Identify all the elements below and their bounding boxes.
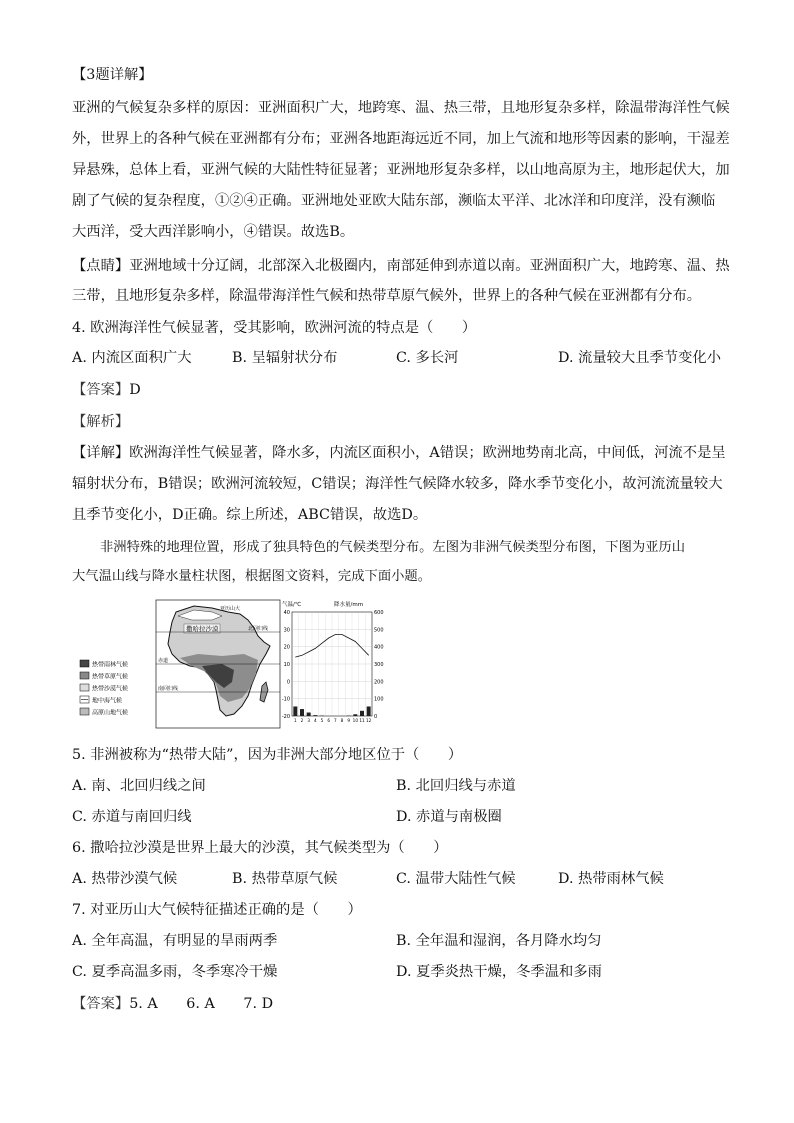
precip-bar: [307, 713, 311, 716]
q6-option-d: D. 热带雨林气候: [558, 871, 664, 887]
alexandria-climate-chart: [282, 600, 384, 723]
q7-option-b: B. 全年温和湿润，各月降水均匀: [396, 933, 602, 949]
answer-label: 【答案】: [72, 382, 130, 398]
precip-bar: [353, 714, 357, 716]
month-tick-label: 10: [352, 718, 359, 723]
sahara-label: 撒哈拉沙漠: [186, 625, 219, 633]
q4-option-c: C. 多长河: [396, 350, 459, 366]
q7-stem: 7. 对亚历山大气候特征描述正确的是（ ）: [72, 902, 362, 918]
temp-axis-label: 气温/℃: [282, 602, 302, 608]
temp-tick-label: 40: [283, 610, 290, 616]
sec3-line-4: 剧了气候的复杂程度，①②④正确。亚洲地处亚欧大陆东部，濒临太平洋、北冰洋和印度洋，没有濒临: [72, 193, 716, 209]
q6-option-c: C. 温带大陆性气候: [396, 871, 516, 887]
legend-swatch-highland: [80, 708, 89, 715]
q5-option-a: A. 南、北回归线之间: [72, 778, 206, 794]
q5-option-c: C. 赤道与南回归线: [72, 809, 192, 825]
q4-answer: [72, 380, 141, 400]
africa-climate-figure: [72, 598, 382, 730]
legend-swatch-rainforest: [80, 660, 89, 667]
q4-option-a: A. 内流区面积广大: [72, 350, 192, 366]
q4-detail-line-1: 【详解】欧洲海洋性气候显著，降水多，内流区面积小，A错误；欧洲地势南北高，中间低，河流不是呈: [72, 445, 726, 461]
precip-axis-label: 降水量/mm: [334, 602, 364, 608]
answers-values: 5. A 6. A 7. D: [129, 996, 274, 1012]
temp-tick-label: 30: [283, 627, 290, 634]
q5-stem: 5. 非洲被称为“热带大陆”，因为非洲大部分地区位于（ ）: [72, 747, 463, 763]
q5-option-d: D. 赤道与南极圈: [396, 809, 502, 825]
q4-jiexi-label: 【解析】: [72, 414, 130, 430]
q4-detail-line-2: 辐射状分布，B错误；欧洲河流较短，C错误；海洋性气候降水较多，降水季节变化小，故河流流量较大: [72, 476, 723, 492]
legend-label-savanna: 热带草原气候: [92, 673, 129, 681]
precip-bar: [313, 715, 317, 716]
precip-bar: [360, 711, 364, 716]
month-tick-label: 5: [320, 718, 324, 723]
q4-stem: 4. 欧洲海洋性气候显著，受其影响，欧洲河流的特点是（ ）: [72, 320, 477, 336]
q4-detail-line-3: 且季节变化小，D正确。综上所述，ABC错误，故选D。: [72, 507, 428, 523]
q6-option-b: B. 热带草原气候: [232, 871, 338, 887]
q7-option-d: D. 夏季炎热干燥，冬季温和多雨: [396, 964, 602, 980]
tropic-n-label: 北回归线: [248, 626, 269, 632]
q6-option-a: A. 热带沙漠气候: [72, 871, 178, 887]
month-tick-label: 12: [365, 718, 372, 723]
month-tick-label: 4: [313, 718, 317, 723]
answers-label: 【答案】: [72, 996, 130, 1012]
precip-tick-label: 200: [374, 679, 384, 686]
q7-option-c: C. 夏季高温多雨，冬季寒冷干燥: [72, 964, 278, 980]
answer-value: D: [129, 382, 141, 398]
temp-tick-label: 0: [286, 679, 290, 686]
temp-tick-label: 10: [283, 662, 290, 668]
month-tick-label: 11: [359, 718, 365, 723]
precip-tick-label: 100: [374, 696, 384, 703]
legend-label-desert: 热带沙漠气候: [92, 685, 129, 693]
precip-tick-label: 300: [374, 662, 384, 668]
temp-tick-label: -20: [281, 714, 290, 720]
intro-line-2: 大气温山线与降水量柱状图，根据图文资料，完成下面小题。: [72, 569, 432, 584]
q7-option-a: A. 全年高温，有明显的旱雨两季: [72, 933, 278, 949]
month-tick-label: 2: [300, 718, 304, 723]
month-tick-label: 1: [293, 718, 297, 723]
tropic-s-label: 南回归线: [158, 686, 179, 692]
temp-tick-label: 20: [283, 644, 290, 651]
sec3-line-1: 亚洲的气候复杂多样的原因：亚洲面积广大，地跨寒、温、热三带，且地形复杂多样，除温带海洋性气候: [72, 100, 730, 116]
section-3-title: 【3题详解】: [72, 67, 153, 83]
intro-line-1: 非洲特殊的地理位置，形成了独具特色的气候类型分布。左图为非洲气候类型分布图，下图为亚历山: [100, 540, 686, 555]
sec3-line-2: 外，世界上的各种气候在亚洲都有分布；亚洲各地距海远近不同，加上气流和地形等因素的影响，干湿差: [72, 131, 730, 147]
sec3-line-3: 异悬殊，总体上看，亚洲气候的大陆性特征显著；亚洲地形复杂多样，以山地高原为主，地形起伏大，加: [72, 162, 730, 178]
sec3-line-5: 大西洋，受大西洋影响小，④错误。故选B。: [72, 224, 355, 240]
legend-swatch-savanna: [80, 672, 89, 679]
q4-option-b: B. 呈辐射状分布: [232, 350, 338, 366]
precip-tick-label: 0: [374, 714, 378, 720]
precip-bar: [367, 706, 371, 716]
precip-bar: [293, 706, 297, 716]
precip-tick-label: 600: [374, 610, 384, 616]
precip-bar: [300, 709, 304, 716]
month-tick-label: 6: [327, 718, 331, 723]
map-legend: [80, 660, 128, 717]
precip-tick-label: 400: [374, 644, 384, 651]
legend-label-highland: 高原山地气候: [92, 709, 129, 717]
dianjing-line-2: 三带，且地形复杂多样，除温带海洋性气候和热带草原气候外，世界上的各种气候在亚洲都有分布。: [72, 288, 702, 304]
month-tick-label: 7: [333, 718, 337, 723]
month-tick-label: 8: [340, 718, 344, 723]
answers-5-7: [72, 994, 273, 1014]
dianjing-line-1: 【点睛】亚洲地域十分辽阔，北部深入北极圈内，南部延伸到赤道以南。亚洲面积广大，地跨寒、温、热: [72, 258, 730, 274]
q5-option-b: B. 北回归线与赤道: [396, 778, 516, 794]
legend-label-mediterranean: 地中海气候: [92, 697, 123, 705]
month-tick-label: 3: [307, 718, 311, 723]
equator-label: 赤道: [158, 658, 169, 664]
alexandria-label: 亚历山大: [220, 606, 241, 612]
q4-option-d: D. 流量较大且季节变化小: [558, 350, 722, 366]
legend-label-rainforest: 热带雨林气候: [92, 661, 129, 669]
month-tick-label: 9: [347, 718, 351, 723]
precip-tick-label: 500: [374, 627, 384, 634]
q6-stem: 6. 撒哈拉沙漠是世界上最大的沙漠，其气候类型为（ ）: [72, 840, 448, 856]
legend-swatch-desert: [80, 684, 89, 691]
temp-tick-label: -10: [281, 696, 290, 703]
